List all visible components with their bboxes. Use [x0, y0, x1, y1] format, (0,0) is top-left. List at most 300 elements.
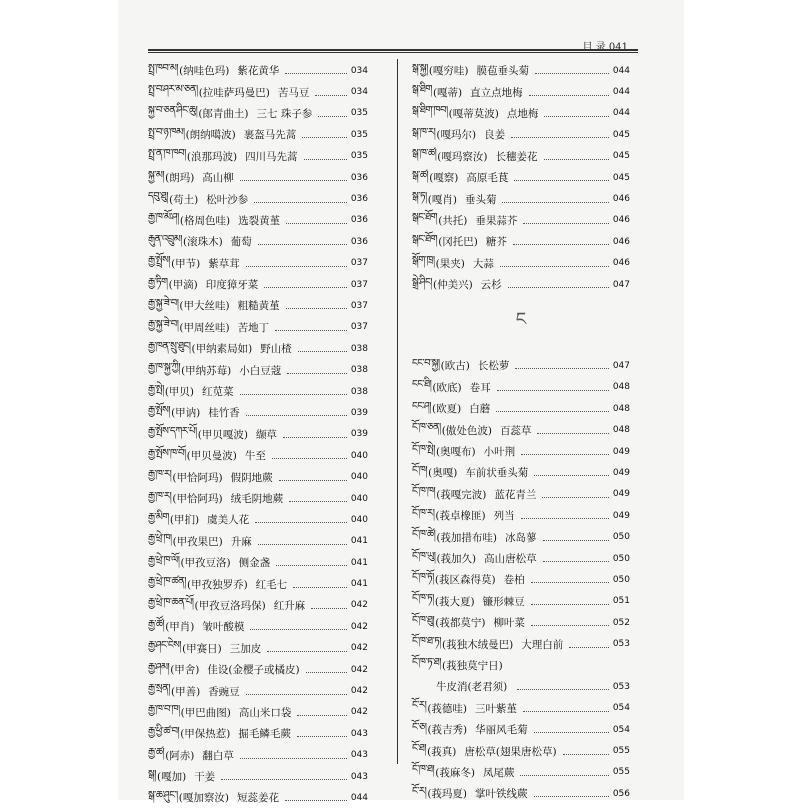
tibetan-name: རྒྱ་ཁ་མོ་ཤ།: [148, 212, 179, 224]
transliteration: (莪加措布哇): [436, 531, 498, 544]
toc-entry[interactable]: [148, 231, 368, 252]
leader-dots: [515, 368, 608, 369]
plant-name: 虞美人花: [207, 514, 250, 527]
toc-entry[interactable]: [148, 167, 368, 188]
plant-name: 云杉: [480, 279, 502, 292]
toc-column-right: [412, 60, 630, 805]
running-head: 目 录 041: [582, 42, 628, 53]
transliteration: (冈托巴): [438, 236, 478, 249]
tibetan-name: སྒ་ཚ།: [412, 169, 429, 181]
page-number: 040: [350, 493, 368, 504]
toc-entry[interactable]: [148, 146, 368, 167]
plant-name: 凤尾蕨: [482, 766, 515, 779]
page-number: 044: [612, 108, 630, 119]
transliteration: (嘎玛察汝): [437, 150, 488, 163]
toc-entry[interactable]: [148, 445, 368, 466]
transliteration: (甲巴曲图): [180, 706, 231, 719]
leader-dots: [250, 629, 346, 630]
page-number: 043: [350, 750, 368, 761]
tibetan-name: རྒྱ་ཕྱི་ཚ་བ།: [148, 725, 180, 737]
page-number: 045: [612, 151, 630, 162]
transliteration: (莪加久): [436, 553, 477, 565]
plant-name: 苦马豆: [277, 86, 310, 99]
toc-entry[interactable]: [412, 355, 630, 376]
toc-entry[interactable]: [412, 719, 630, 740]
plant-name: 苦地丁: [237, 321, 270, 334]
page-number: 043: [350, 728, 368, 739]
leader-dots: [311, 608, 347, 609]
toc-entry[interactable]: [148, 680, 368, 701]
header-rule-thin: [148, 52, 638, 53]
transliteration: (莪独木绒曼巴): [442, 638, 514, 651]
tibetan-name: སྐྱ་མ།: [148, 169, 165, 181]
transliteration: (欧夏): [431, 403, 462, 416]
toc-entry[interactable]: [148, 488, 368, 509]
leader-dots: [264, 287, 347, 288]
page-number: 043: [350, 771, 368, 782]
page-number: 049: [612, 446, 630, 457]
toc-entry[interactable]: [148, 295, 368, 316]
tibetan-name: སྒོག་ཁྲ།: [412, 255, 435, 267]
leader-dots: [221, 779, 347, 780]
page-number: 049: [612, 467, 630, 478]
transliteration: (仲美兴): [432, 279, 473, 292]
toc-entry[interactable]: [412, 167, 630, 188]
page-number: 042: [350, 664, 368, 675]
toc-entry[interactable]: [148, 466, 368, 487]
plant-name: 红升麻: [273, 599, 306, 612]
page-number: 046: [612, 194, 630, 205]
page-number: 039: [350, 407, 368, 418]
leader-dots: [286, 308, 347, 309]
plant-name: 翻白草: [202, 749, 234, 762]
plant-name: 列当: [493, 510, 515, 523]
tibetan-name: རྒྱ་ཤང་ངེས།: [148, 640, 182, 652]
transliteration: (傲处色波): [441, 424, 492, 437]
page-number: 048: [612, 425, 630, 436]
leader-dots: [286, 223, 347, 224]
transliteration: (格周色哇): [179, 214, 231, 227]
transliteration: (嘎察): [429, 172, 459, 185]
toc-entry[interactable]: [412, 655, 630, 676]
tibetan-name: ངོ་ཁ་ཅན།: [412, 422, 441, 434]
tibetan-name: རྒྱ་ཚོ།: [148, 618, 165, 630]
tibetan-name: རྒྱ་ཤམ།: [148, 661, 170, 673]
page-number: 048: [612, 382, 630, 393]
transliteration: (嘎肖): [427, 193, 457, 206]
plant-name: 葡萄: [230, 236, 252, 249]
leader-dots: [531, 604, 609, 605]
leader-dots: [534, 732, 609, 733]
tibetan-name: ངོ་ཁ་ཚེ།: [412, 529, 436, 541]
tibetan-name: རྒྱ་ཕྲེ་ཁ་ལོ།: [148, 554, 180, 566]
plant-name: 掌叶铁线蕨: [475, 788, 528, 801]
toc-entry[interactable]: [148, 766, 368, 787]
transliteration: (甲讷): [171, 407, 201, 420]
plant-name: 侧金盏: [238, 557, 271, 570]
transliteration: (甲恰阿玛): [172, 471, 223, 484]
plant-name: 唐松草(翅果唐松草): [464, 745, 557, 758]
tibetan-name: རྒྱ་སྤོས།: [148, 404, 171, 416]
leader-dots: [240, 394, 347, 395]
plant-name: 长松萝: [477, 360, 510, 373]
toc-entry[interactable]: [148, 338, 368, 359]
page-number: 040: [350, 450, 368, 461]
plant-name: 紫花黄华: [237, 65, 280, 78]
leader-dots: [513, 244, 609, 245]
toc-entry[interactable]: [412, 484, 630, 505]
plant-name: 长穗姜花: [495, 150, 538, 163]
leader-dots: [534, 475, 609, 476]
page-number: 036: [350, 215, 368, 226]
transliteration: (甲孜豆洛): [180, 557, 231, 570]
tibetan-name: ངོ་ར།: [412, 785, 427, 797]
plant-name: 白蘑: [469, 403, 491, 416]
toc-entry[interactable]: [148, 509, 368, 530]
transliteration: (朗纳噶波): [185, 129, 236, 142]
toc-entry[interactable]: [412, 146, 630, 167]
plant-name: 膜苞垂头菊: [476, 65, 530, 78]
leader-dots: [297, 736, 347, 737]
toc-entry[interactable]: [412, 124, 630, 145]
page-number: 040: [350, 472, 368, 483]
plant-name: 冰岛蓼: [505, 531, 537, 544]
plant-name: 镰形棘豆: [482, 595, 525, 608]
plant-name: 粗糙黄堇: [237, 300, 280, 313]
tibetan-name: རྒྱ་སྐྱ་ཟེ་བ།: [148, 319, 179, 331]
page-number: 050: [612, 574, 630, 585]
toc-entry[interactable]: [412, 676, 630, 697]
leader-dots: [246, 415, 347, 416]
leader-dots: [521, 454, 609, 455]
page-number: 048: [612, 403, 630, 414]
toc-entry[interactable]: [412, 441, 630, 462]
transliteration: (甲滴): [168, 279, 198, 292]
toc-entry[interactable]: [148, 638, 368, 659]
leader-dots: [531, 625, 609, 626]
toc-entry[interactable]: [412, 548, 630, 569]
tibetan-name: ངོ་ཐ།: [412, 743, 427, 755]
toc-entry[interactable]: [148, 531, 368, 552]
leader-dots: [517, 689, 609, 690]
toc-entry[interactable]: [412, 569, 630, 590]
plant-name: 三叶紫堇: [475, 702, 518, 715]
page-number: 053: [612, 681, 630, 692]
tibetan-name: རྒྱ་ཁ་བ་ཁ།: [148, 704, 180, 716]
leader-dots: [523, 711, 609, 712]
toc-entry[interactable]: [412, 591, 630, 612]
toc-entry[interactable]: [412, 377, 630, 398]
toc-entry[interactable]: [412, 698, 630, 719]
toc-entry[interactable]: [148, 723, 368, 744]
plant-name: 垂果蒜芥: [475, 214, 518, 227]
transliteration: (甲赛日): [182, 642, 222, 655]
transliteration: (莪都莫宁): [435, 617, 486, 630]
transliteration: (嘎蒂莫波): [448, 107, 499, 120]
page-number: 047: [612, 279, 630, 290]
transliteration: (嘎加): [156, 771, 187, 784]
plant-name: 皱叶酸模: [202, 621, 245, 634]
page-number: 042: [350, 600, 368, 611]
leader-dots: [240, 758, 347, 759]
transliteration: (滚珠木): [182, 236, 223, 249]
toc-entry[interactable]: [412, 505, 630, 526]
leader-dots: [297, 715, 346, 716]
leader-dots: [496, 411, 609, 412]
page-number: 045: [612, 172, 630, 183]
leader-dots: [497, 390, 609, 391]
plant-name: 选裂黄堇: [238, 214, 281, 227]
leader-dots: [523, 223, 608, 224]
transliteration: (莪吉秀): [427, 724, 468, 737]
plant-name: 小叶荆: [483, 446, 516, 459]
plant-name: 大理白前: [521, 638, 564, 651]
plant-name: 华丽风毛菊: [475, 724, 528, 737]
toc-section-ga: [412, 60, 630, 295]
leader-dots: [293, 587, 347, 588]
page-number: 036: [350, 194, 368, 205]
toc-entry[interactable]: [412, 188, 630, 209]
leader-dots: [543, 540, 609, 541]
leader-dots: [537, 433, 608, 434]
tibetan-name: རྒྱ་ཕྲེ་ཁ་ཆན་པོ།: [148, 597, 194, 609]
leader-dots: [246, 266, 347, 267]
toc-entry[interactable]: [412, 526, 630, 547]
plant-name: 糖芥: [485, 236, 507, 249]
transliteration: (浪那玛波): [186, 150, 238, 163]
transliteration: (莪独莫宁日): [442, 659, 503, 672]
leader-dots: [315, 95, 346, 96]
plant-name: 印度獐牙菜: [205, 279, 259, 292]
leader-dots: [535, 73, 609, 74]
toc-entry[interactable]: [148, 745, 368, 766]
toc-entry[interactable]: [148, 381, 368, 402]
page-number: 045: [612, 129, 630, 140]
tibetan-name: ངོ་ཁ་ཏ་ཐ།: [412, 657, 442, 669]
tibetan-name: ངོ་ཁ་ཡུ།: [412, 550, 436, 562]
transliteration: (莪嘎完波): [436, 488, 487, 501]
page-number: 054: [612, 703, 630, 714]
transliteration: (甲节): [171, 257, 201, 270]
transliteration: (甲保热惹): [180, 728, 231, 741]
tibetan-name: ངོ་ཅ།: [412, 721, 427, 733]
transliteration: (阿赤): [165, 749, 195, 762]
toc-entry[interactable]: [412, 60, 630, 81]
tibetan-name: རྒུན་འབྲུམ།: [148, 233, 182, 245]
leader-dots: [258, 244, 347, 245]
tibetan-name: སྒ་ཐིག: [412, 84, 432, 96]
leader-dots: [287, 373, 347, 374]
page-number: 036: [350, 172, 368, 183]
plant-name: 短蕊姜花: [236, 792, 279, 805]
plant-name: 四川马先蒿: [245, 150, 298, 163]
plant-name: 高山米口袋: [238, 706, 292, 719]
tibetan-name: སྒ་ཁ་ཚ།: [412, 148, 437, 160]
toc-entry[interactable]: [148, 274, 368, 295]
tibetan-name: ངང་ཤ།: [412, 400, 431, 412]
plant-name: 良姜: [484, 129, 506, 142]
leader-dots: [544, 159, 609, 160]
plant-name: 香豌豆: [208, 685, 240, 698]
tibetan-name: སྤྲ་བ་ཤར་མ་ཅན།: [148, 84, 198, 96]
leader-dots: [285, 73, 347, 74]
page-number: 038: [350, 343, 368, 354]
page-number: 038: [350, 386, 368, 397]
page-number: 041: [350, 557, 368, 568]
page-number: 040: [350, 514, 368, 525]
tibetan-name: དབུ་ཐུ།: [148, 191, 169, 203]
leader-dots: [240, 180, 347, 181]
page-number: 037: [350, 279, 368, 290]
plant-name: 点地梅: [506, 107, 539, 120]
plant-name: 蓝花青兰: [494, 488, 537, 501]
transliteration: (莪区森得莫): [434, 574, 496, 587]
toc-column-left: [148, 60, 368, 809]
leader-dots: [255, 522, 347, 523]
transliteration: (甲贝嘎波): [197, 428, 248, 441]
tibetan-name: སྒ།: [148, 768, 156, 780]
toc-entry[interactable]: [412, 253, 630, 274]
leader-dots: [304, 159, 347, 160]
tibetan-name: སྤྲ་བ་ཉ་ཁམ།: [148, 126, 185, 138]
toc-entry[interactable]: [148, 253, 368, 274]
transliteration: (共托): [438, 214, 468, 227]
plant-name: 紫草茸: [208, 257, 240, 270]
leader-dots: [285, 800, 347, 801]
transliteration: (莪真): [427, 745, 457, 758]
page-number: 041: [350, 536, 368, 547]
transliteration: (甲纳苏莓): [181, 364, 232, 377]
transliteration: (甲孜果巴): [172, 535, 223, 548]
page-number: 035: [350, 151, 368, 162]
plant-name: 野山楂: [260, 343, 292, 356]
page-number: 055: [612, 767, 630, 778]
toc-entry[interactable]: [412, 274, 630, 295]
transliteration: (莪玛夏): [427, 788, 468, 801]
leader-dots: [246, 694, 347, 695]
transliteration: (甲善): [170, 685, 201, 698]
plant-name: 车前状垂头菊: [465, 467, 529, 480]
tibetan-name: རྒྱ་མིག: [148, 511, 169, 523]
toc-entry[interactable]: [412, 762, 630, 783]
leader-dots: [543, 561, 609, 562]
tibetan-name: ངོ་ཁ་སྤེ།: [412, 443, 435, 455]
toc-entry[interactable]: [148, 188, 368, 209]
toc-entry[interactable]: [412, 103, 630, 124]
toc-section-nga: [412, 355, 630, 804]
page-number: 035: [350, 129, 368, 140]
page-number: 041: [350, 579, 368, 590]
leader-dots: [531, 582, 609, 583]
transliteration: (莪德哇): [427, 702, 468, 715]
plant-name: 三七 珠子参: [256, 107, 313, 120]
toc-entry[interactable]: [148, 595, 368, 616]
toc-entry[interactable]: [148, 659, 368, 680]
tibetan-name: སྒ་ཁ་ར།: [412, 126, 436, 138]
leader-dots: [275, 330, 347, 331]
leader-dots: [520, 775, 608, 776]
plant-name: 牛至: [244, 450, 266, 463]
tibetan-name: སྒ་ཆ་ཤུང་།: [148, 789, 178, 801]
tibetan-name: ངང་བ་སྐྱ།: [412, 358, 440, 369]
leader-dots: [306, 672, 347, 673]
tibetan-name: རྒྱ་ཁ་ར།: [148, 469, 172, 481]
toc-entry[interactable]: [412, 398, 630, 419]
transliteration: (甲贝曼波): [186, 450, 237, 463]
page-number: 034: [350, 87, 368, 98]
toc-entry[interactable]: [412, 612, 630, 633]
leader-dots: [529, 95, 609, 96]
tibetan-name: རྒྱ་སྤོས་དཀར་པོ།: [148, 426, 197, 438]
toc-entry[interactable]: [412, 462, 630, 483]
toc-entry[interactable]: [412, 783, 630, 804]
leader-dots: [272, 458, 347, 459]
leader-dots: [563, 754, 609, 755]
toc-entry[interactable]: [412, 419, 630, 440]
leader-dots: [544, 116, 608, 117]
toc-entry[interactable]: [412, 740, 630, 761]
tibetan-name: སྤྲ་ན་ཁ་ཁབ།: [148, 148, 186, 160]
page-number: 046: [612, 258, 630, 269]
leader-dots: [302, 137, 347, 138]
page-number: 047: [612, 360, 630, 371]
tibetan-name: སྤྲ་ཁབ་མ།: [148, 62, 179, 74]
tibetan-name: རྒྱ་ཏིག: [148, 276, 168, 288]
plant-name: 小白豆蔻: [239, 364, 282, 377]
page-number: 042: [350, 643, 368, 654]
page-number: 046: [612, 215, 630, 226]
page-number: 044: [612, 65, 630, 76]
plant-name: 三加皮: [229, 642, 262, 655]
page-number: 053: [612, 639, 630, 650]
toc-entry[interactable]: [148, 702, 368, 723]
toc-entry[interactable]: [412, 633, 630, 654]
transliteration: (嘎玛尔): [436, 129, 477, 142]
tibetan-name: སྒ་ཐིག་ཁབ།: [412, 105, 448, 117]
toc-entry[interactable]: [412, 231, 630, 252]
page-number: 037: [350, 300, 368, 311]
transliteration: (欧底): [432, 381, 462, 394]
transliteration: (甲肖): [165, 621, 195, 634]
tibetan-name: རྒྱ་ཕྲེ་ཁ་ཚན།: [148, 576, 186, 588]
transliteration: (欧古): [440, 360, 470, 373]
toc-entry[interactable]: [148, 787, 368, 808]
page-number: 054: [612, 724, 630, 735]
tibetan-name: སྐྱ་བ་ཅན་ཤིང་ཆུ།: [148, 105, 198, 117]
plant-name: 掘毛鳞毛蕨: [238, 728, 291, 741]
transliteration: (朗玛): [165, 172, 195, 185]
tibetan-name: ངོ་ཁ་ཁ།: [412, 486, 436, 498]
tibetan-name: རྒྱ་སྤེ།: [148, 383, 164, 395]
tibetan-name: སྒང་ཐོག: [412, 233, 438, 245]
page-number: 055: [612, 746, 630, 757]
transliteration: (莪卓橡匪): [435, 510, 486, 523]
leader-dots: [279, 480, 347, 481]
transliteration: (甲纳素局如): [191, 343, 253, 356]
transliteration: (纳哇色玛): [179, 65, 230, 78]
plant-name: 裹盔马先蒿: [243, 129, 297, 142]
tibetan-name: ངོ་ཁ་ཏ།: [412, 593, 434, 605]
transliteration: (嘎蒂): [432, 86, 463, 99]
leader-dots: [514, 180, 608, 181]
tibetan-name: ངོ་ཁ་ར།: [412, 507, 435, 519]
toc-entry[interactable]: [412, 210, 630, 231]
toc-entry[interactable]: [148, 359, 368, 380]
transliteration: (甲孜豆洛玛保): [194, 599, 266, 612]
tibetan-name: རྒྱ་ཁན་སྲུ་ཐུང།: [148, 340, 191, 352]
plant-name: 垂头菊: [464, 193, 497, 206]
plant-name: 假阴地蕨: [230, 471, 273, 484]
